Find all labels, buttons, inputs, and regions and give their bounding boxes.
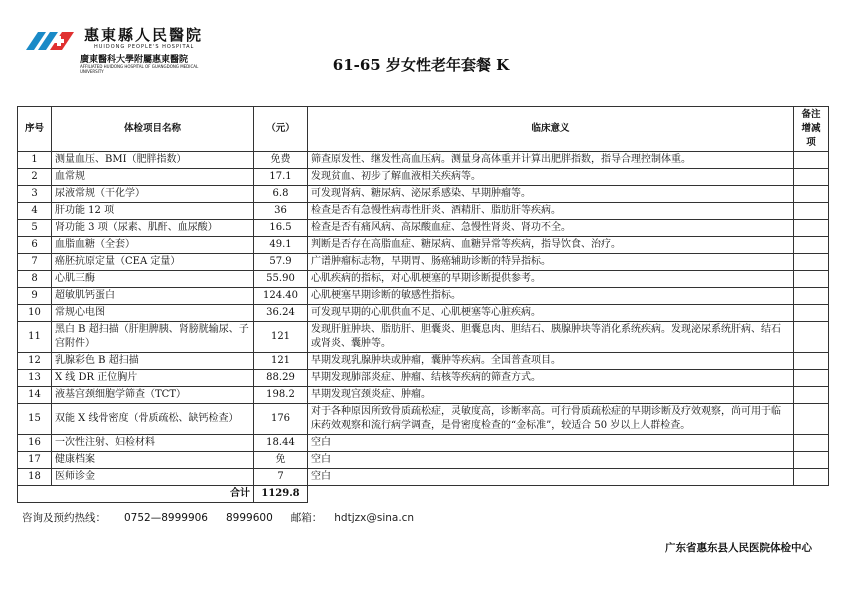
row-no: 14 xyxy=(18,387,52,404)
table-row xyxy=(18,322,829,353)
center-name: 广东省惠东县人民医院体检中心 xyxy=(665,542,812,554)
phone-secondary: 8999600 xyxy=(226,512,273,524)
row-clinical-meaning: 早期发现宫颈炎症、肿瘤。 xyxy=(308,387,794,404)
affiliation-cn: 廣東醫科大學附屬惠東醫院 xyxy=(80,55,189,65)
header-remark-label: 备注 xyxy=(801,109,821,120)
row-item-name: X 线 DR 正位胸片 xyxy=(52,370,254,387)
row-remark xyxy=(794,237,829,254)
table-row xyxy=(18,271,829,288)
hospital-name-en: HUIDONG PEOPLE'S HOSPITAL xyxy=(94,44,195,50)
header-remark xyxy=(794,107,829,152)
table-row xyxy=(18,203,829,220)
row-no: 1 xyxy=(18,152,52,169)
row-item-name: 测量血压、BMI（肥胖指数） xyxy=(52,152,254,169)
row-remark xyxy=(794,305,829,322)
row-price: 88.29 xyxy=(254,370,308,387)
row-item-name: 血常规 xyxy=(52,169,254,186)
table-row xyxy=(18,152,829,169)
table-row xyxy=(18,254,829,271)
table-row xyxy=(18,370,829,387)
row-remark xyxy=(794,435,829,452)
row-price: 36.24 xyxy=(254,305,308,322)
contact-label: 咨询及预约热线： xyxy=(22,512,106,524)
row-price: 17.1 xyxy=(254,169,308,186)
row-clinical-meaning: 空白 xyxy=(308,469,794,486)
row-item-name: 癌胚抗原定量（CEA 定量） xyxy=(52,254,254,271)
table-row xyxy=(18,237,829,254)
row-price: 7 xyxy=(254,469,308,486)
phone-primary: 0752—8999906 xyxy=(124,512,208,524)
row-clinical-meaning: 可发现早期的心肌供血不足、心肌梗塞等心脏疾病。 xyxy=(308,305,794,322)
row-item-name: 医师诊金 xyxy=(52,469,254,486)
table-row xyxy=(18,220,829,237)
table-header-row xyxy=(18,107,829,152)
row-price: 免 xyxy=(254,452,308,469)
row-item-name: 黑白 B 超扫描（肝胆脾胰、肾膀胱输尿、子宫附件） xyxy=(52,322,254,353)
table-row xyxy=(18,186,829,203)
table-row xyxy=(18,288,829,305)
row-no: 2 xyxy=(18,169,52,186)
row-item-name: 肝功能 12 项 xyxy=(52,203,254,220)
row-item-name: 血脂血糖（全套） xyxy=(52,237,254,254)
row-clinical-meaning: 广谱肿瘤标志物，早期胃、肠癌辅助诊断的特异指标。 xyxy=(308,254,794,271)
row-item-name: 常规心电图 xyxy=(52,305,254,322)
row-item-name: 超敏肌钙蛋白 xyxy=(52,288,254,305)
header-item-name: 体检项目名称 xyxy=(52,107,254,152)
row-remark xyxy=(794,254,829,271)
row-price: 121 xyxy=(254,353,308,370)
table-row xyxy=(18,452,829,469)
row-clinical-meaning: 筛查原发性、继发性高血压病。测量身高体重并计算出肥胖指数，指导合理控制体重。 xyxy=(308,152,794,169)
row-remark xyxy=(794,370,829,387)
header-adjust-label: 增减项 xyxy=(801,123,821,148)
row-item-name: 心肌三酶 xyxy=(52,271,254,288)
table-body xyxy=(18,152,829,503)
row-no: 18 xyxy=(18,469,52,486)
table-row xyxy=(18,305,829,322)
total-value: 1129.8 xyxy=(254,486,308,503)
row-no: 10 xyxy=(18,305,52,322)
total-label: 合计 xyxy=(18,486,254,503)
row-item-name: 肾功能 3 项（尿素、肌酐、血尿酸） xyxy=(52,220,254,237)
row-no: 16 xyxy=(18,435,52,452)
row-price: 16.5 xyxy=(254,220,308,237)
header-clinical-meaning: 临床意义 xyxy=(308,107,794,152)
row-price: 免费 xyxy=(254,152,308,169)
row-remark xyxy=(794,404,829,435)
row-price: 121 xyxy=(254,322,308,353)
row-price: 49.1 xyxy=(254,237,308,254)
contact-info xyxy=(22,510,432,525)
table-row xyxy=(18,353,829,370)
row-clinical-meaning: 发现贫血、初步了解血液相关疾病等。 xyxy=(308,169,794,186)
page-title: 61-65 岁女性老年套餐 K xyxy=(332,56,510,74)
hospital-name-cn: 惠東縣人民醫院 xyxy=(84,26,204,44)
row-clinical-meaning: 可发现肾病、糖尿病、泌尿系感染、早期肿瘤等。 xyxy=(308,186,794,203)
table-total-row xyxy=(18,486,829,503)
row-clinical-meaning: 对于各种原因所致骨质疏松症，灵敏度高，诊断率高。可行骨质疏松症的早期诊断及疗效观察，尚可用于临床药效观察和流行病学调查，是骨密度检查的“金标准”，较适合 50 岁以上人群检查。 xyxy=(308,404,794,435)
email-label: 邮箱： xyxy=(290,512,323,524)
row-clinical-meaning: 心肌疾病的指标，对心肌梗塞的早期诊断提供参考。 xyxy=(308,271,794,288)
row-remark xyxy=(794,271,829,288)
header-no: 序号 xyxy=(18,107,52,152)
row-price: 6.8 xyxy=(254,186,308,203)
row-clinical-meaning: 空白 xyxy=(308,452,794,469)
row-clinical-meaning: 早期发现乳腺肿块或肿瘤，囊肿等疾病。全国普查项目。 xyxy=(308,353,794,370)
row-no: 6 xyxy=(18,237,52,254)
row-no: 4 xyxy=(18,203,52,220)
row-item-name: 双能 X 线骨密度（骨质疏松、缺钙检查） xyxy=(52,404,254,435)
row-no: 13 xyxy=(18,370,52,387)
row-no: 3 xyxy=(18,186,52,203)
row-clinical-meaning: 心肌梗塞早期诊断的敏感性指标。 xyxy=(308,288,794,305)
row-clinical-meaning: 判断是否存在高脂血症、糖尿病、血糖异常等疾病，指导饮食、治疗。 xyxy=(308,237,794,254)
checkup-table xyxy=(17,106,829,503)
row-clinical-meaning: 检查是否有急慢性病毒性肝炎、酒精肝、脂肪肝等疾病。 xyxy=(308,203,794,220)
row-no: 5 xyxy=(18,220,52,237)
row-remark xyxy=(794,203,829,220)
row-remark xyxy=(794,288,829,305)
header-price: （元） xyxy=(254,107,308,152)
row-price: 55.90 xyxy=(254,271,308,288)
row-no: 9 xyxy=(18,288,52,305)
row-remark xyxy=(794,387,829,404)
row-remark xyxy=(794,169,829,186)
row-clinical-meaning: 检查是否有痛风病、高尿酸血症、急慢性肾炎、肾功不全。 xyxy=(308,220,794,237)
row-remark xyxy=(794,220,829,237)
row-remark xyxy=(794,152,829,169)
row-clinical-meaning: 发现肝脏肿块、脂肪肝、胆囊炎、胆囊息肉、胆结石、胰腺肿块等消化系统疾病。发现泌尿系统肝病、结石或肾炎、囊肿等。 xyxy=(308,322,794,353)
hospital-logo-icon xyxy=(24,30,80,52)
row-remark xyxy=(794,452,829,469)
row-price: 18.44 xyxy=(254,435,308,452)
row-price: 198.2 xyxy=(254,387,308,404)
table-row xyxy=(18,469,829,486)
row-clinical-meaning: 空白 xyxy=(308,435,794,452)
affiliation-en: AFFILIATED HUIDONG HOSPITAL OF GUANGDONG MEDICAL UNIVERSITY xyxy=(80,64,199,74)
row-item-name: 健康档案 xyxy=(52,452,254,469)
row-item-name: 液基宫颈细胞学筛查（TCT） xyxy=(52,387,254,404)
row-no: 8 xyxy=(18,271,52,288)
row-remark xyxy=(794,322,829,353)
row-clinical-meaning: 早期发现肺部炎症、肿瘤、结核等疾病的筛查方式。 xyxy=(308,370,794,387)
row-no: 7 xyxy=(18,254,52,271)
table-row xyxy=(18,435,829,452)
row-remark xyxy=(794,469,829,486)
row-remark xyxy=(794,186,829,203)
row-item-name: 一次性注射、妇检材料 xyxy=(52,435,254,452)
email-address[interactable]: hdtjzx@sina.cn xyxy=(334,512,415,524)
row-item-name: 乳腺彩色 B 超扫描 xyxy=(52,353,254,370)
row-no: 11 xyxy=(18,322,52,353)
table-row xyxy=(18,169,829,186)
row-no: 12 xyxy=(18,353,52,370)
table-row xyxy=(18,387,829,404)
row-price: 36 xyxy=(254,203,308,220)
row-no: 17 xyxy=(18,452,52,469)
row-no: 15 xyxy=(18,404,52,435)
row-price: 57.9 xyxy=(254,254,308,271)
row-price: 124.40 xyxy=(254,288,308,305)
table-row xyxy=(18,404,829,435)
row-price: 176 xyxy=(254,404,308,435)
row-item-name: 尿液常规（干化学） xyxy=(52,186,254,203)
row-remark xyxy=(794,353,829,370)
